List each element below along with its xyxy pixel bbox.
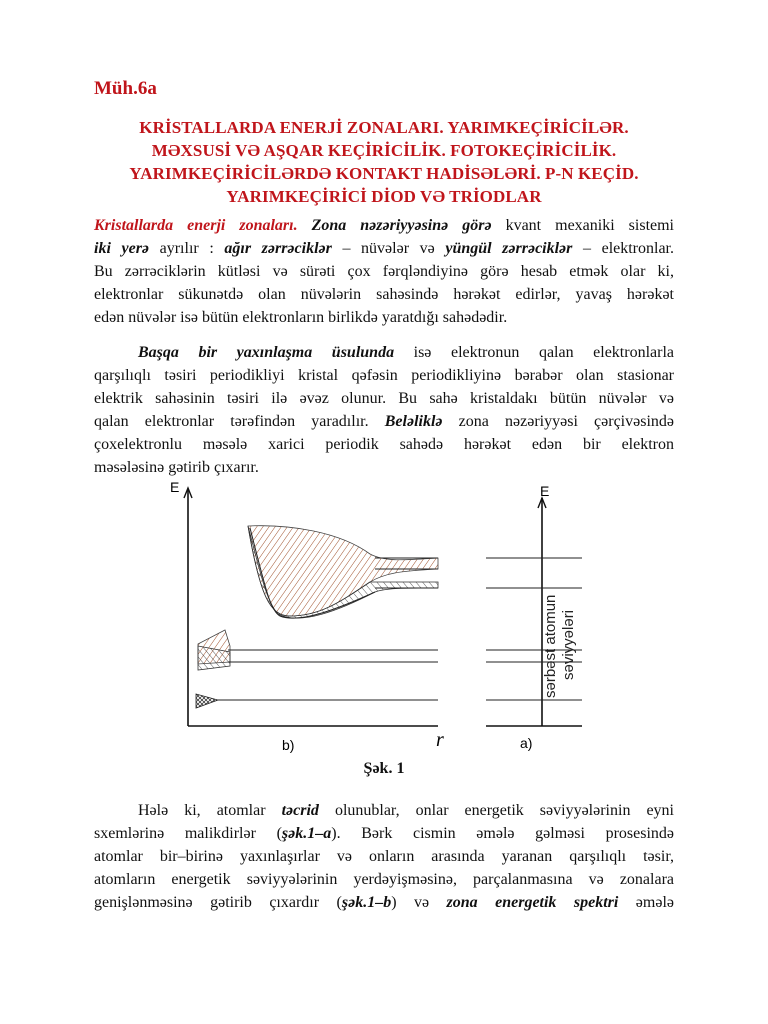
paragraph-line (94, 799, 674, 822)
figure-label-b: b) (282, 737, 295, 753)
title-line: MƏXSUSİ VƏ AŞQAR KEÇİRİCİLİK. FOTOKEÇİRİCİLİK. (151, 141, 617, 160)
lower-band-hatch (196, 694, 218, 708)
section-label: Müh.6a (94, 78, 157, 99)
paragraph-2 (94, 341, 674, 479)
text-span: əmələ (618, 894, 674, 911)
figure-reference: şək.1–a (281, 825, 332, 842)
paragraph-line (94, 214, 674, 237)
paragraph-line (94, 237, 674, 260)
text-span: ayrılır : (149, 240, 225, 257)
text-span: – elektronlar. (572, 240, 675, 257)
vertical-caption-1: sərbəst atomun (542, 594, 559, 698)
term-emphasis: ağır zərrəciklər (224, 240, 332, 257)
title-line: YARIMKEÇİRİCİLƏRDƏ KONTAKT HADİSƏLƏRİ. P-N KEÇİD. (129, 164, 639, 183)
term-emphasis: təcrid (281, 802, 319, 819)
text-span: isə elektronun qalan elektronlarla (394, 344, 674, 361)
left-axis-label-e: E (170, 479, 180, 495)
text-span: ) və (391, 894, 447, 911)
figure-label-a: a) (520, 735, 533, 751)
paragraph-line: atomların energetik səviyyələrinin yerdəyişməsinə, parçalanmasına və zonalara (94, 871, 674, 888)
text-span: olunublar, onlar energetik səviyyələrinin eyni (318, 802, 675, 819)
text-span: zona nəzəriyyəsi çərçivəsində (442, 413, 674, 430)
figure-caption: Şək. 1 (363, 760, 405, 777)
text-span: ). Bərk cismin əmələ gəlməsi prosesində (331, 825, 675, 842)
text-span: qalan elektronlar tərəfindən yaradılır. (94, 413, 385, 430)
paragraph-line: atomlar bir–birinə yaxınlaşırlar və onların arasında yaranan qarşılıqlı təsir, (94, 848, 674, 865)
term-emphasis: yüngül zərrəciklər (445, 240, 573, 257)
vertical-caption-2: səviyyələri (560, 609, 577, 680)
term-emphasis: Kristallarda enerji zonaları. (94, 217, 298, 234)
figure-reference: şək.1–b (341, 894, 392, 911)
text-span: kvant mexaniki sistemi (491, 217, 674, 234)
title-line: YARIMKEÇİRİCİ DİOD VƏ TRİODLAR (226, 187, 542, 206)
paragraph-line (94, 341, 674, 364)
paragraph-line: çoxelektronlu məsələ xarici periodik sahədə hərəkət edən bir elektron (94, 436, 674, 453)
paragraph-3 (94, 799, 674, 914)
paragraph-line: qarşılıqlı təsiri periodikliyi kristal qəfəsin periodikliyinə bərabər olan stasionar (94, 367, 674, 384)
paragraph-line: edən nüvələr isə bütün elektronların birlikdə yaratdığı sahədədir. (94, 309, 508, 326)
text-span: sxemlərinə malikdirlər ( (94, 825, 282, 842)
page-title (94, 116, 674, 208)
title-line: KRİSTALLARDA ENERJİ ZONALARI. YARIMKEÇİRİCİLƏR. (139, 118, 629, 137)
left-diagram (170, 479, 444, 753)
term-emphasis: Başqa bir yaxınlaşma üsulunda (138, 344, 395, 361)
paragraph-line: elektrik sahəsinin təsiri ilə əvəz olunur. Bu sahə kristaldakı bütün nüvələr və (94, 390, 674, 407)
term-emphasis: iki yerə (94, 240, 150, 257)
right-axis-label-e: E (540, 483, 550, 499)
paragraph-line (94, 891, 674, 914)
left-axis-label-r: r (436, 729, 444, 751)
text-span: genişlənməsinə gətirib çıxardır ( (94, 894, 342, 911)
term-emphasis: zona energetik spektri (446, 894, 619, 911)
paragraph-line: məsələsinə gətirib çıxarır. (94, 459, 259, 476)
text-span: Hələ ki, atomlar (138, 802, 282, 819)
paragraph-line (94, 410, 674, 433)
paragraph-1 (94, 214, 674, 329)
paragraph-line: Bu zərrəciklərin kütləsi və sürəti çox fərqləndiyinə görə hesab etmək olar ki, (94, 263, 674, 280)
paragraph-line: elektronlar sükunətdə olan nüvələrin sahəsində hərəkət edirlər, yavaş hərəkət (94, 286, 674, 303)
text-span: – nüvələr və (331, 240, 446, 257)
term-emphasis: Zona nəzəriyyəsinə görə (297, 217, 492, 234)
paragraph-line (94, 822, 674, 845)
energy-band-figure (170, 476, 600, 756)
right-diagram (486, 483, 582, 751)
term-emphasis: Beləliklə (384, 413, 443, 430)
